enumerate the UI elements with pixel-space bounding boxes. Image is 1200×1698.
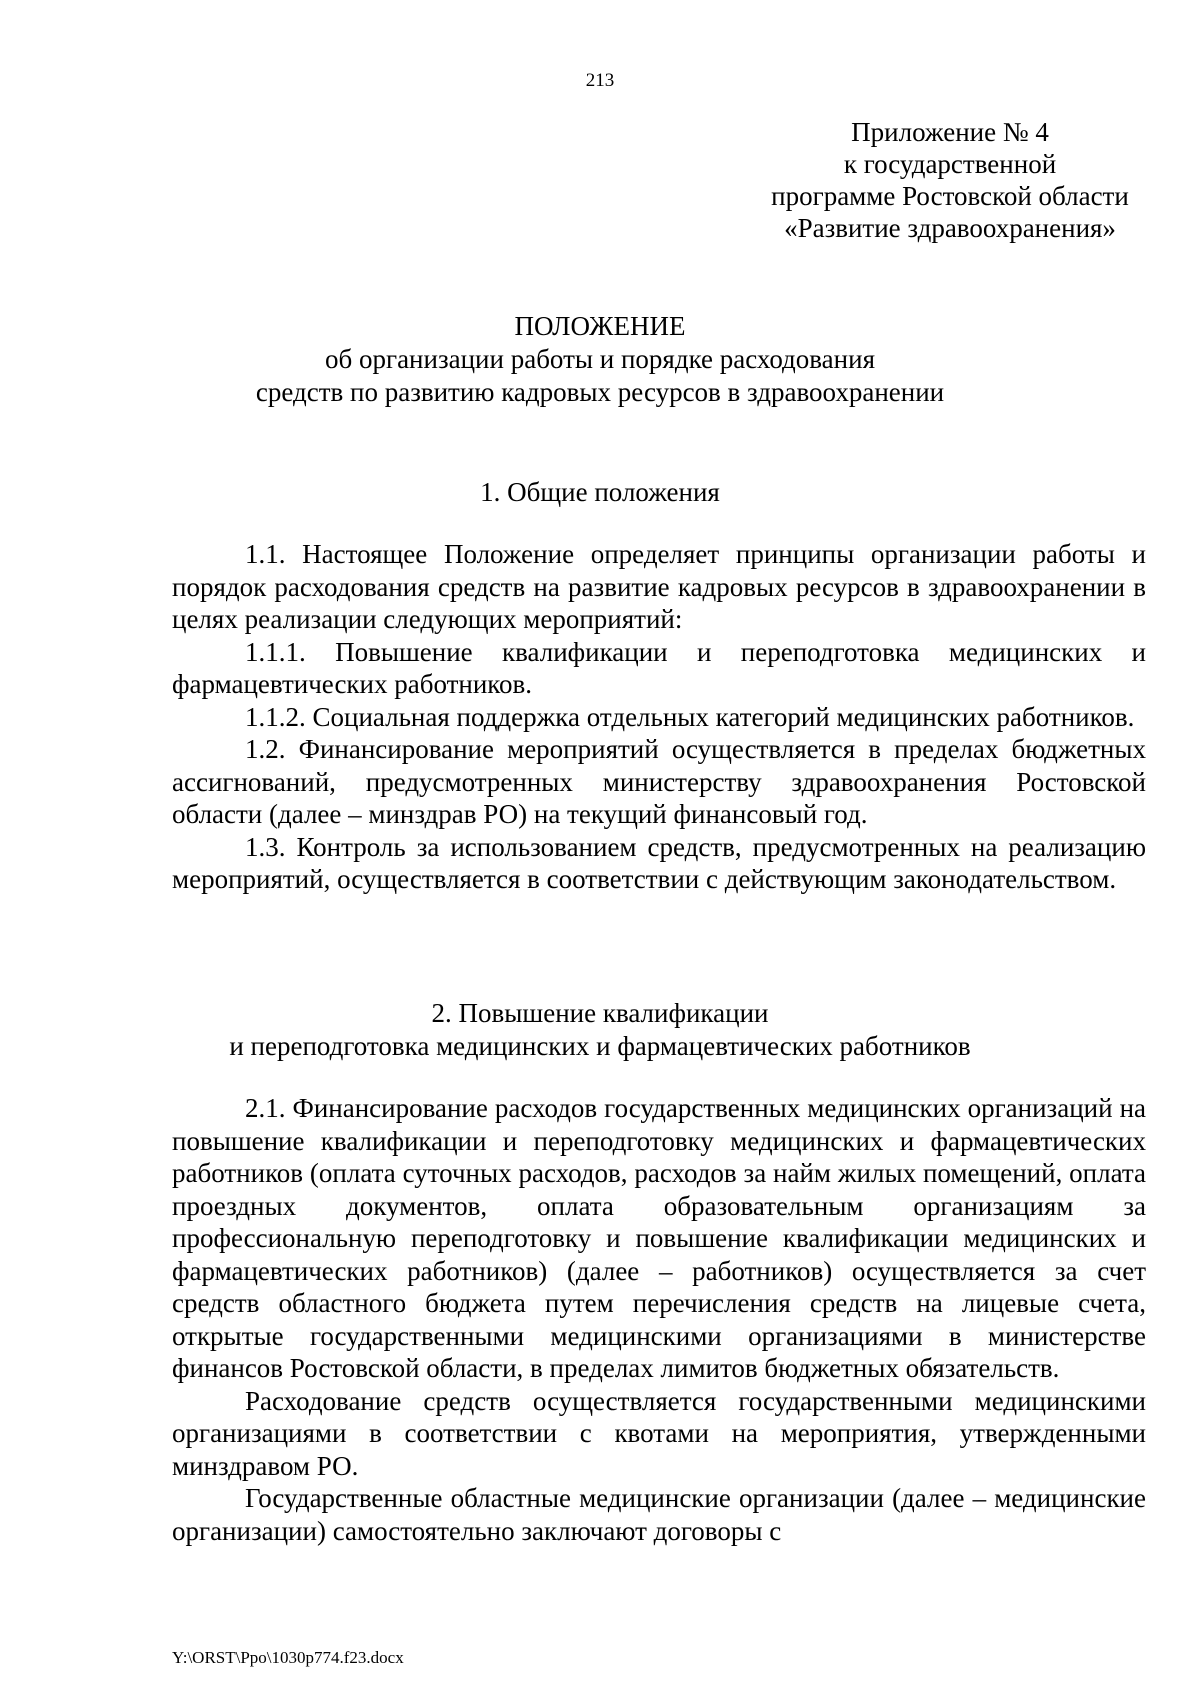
appendix-line-3: программе Ростовской области [771, 181, 1129, 211]
title-line-2: средств по развитию кадровых ресурсов в здравоохранении [255, 377, 945, 407]
appendix-line-2: к государственной [843, 149, 1057, 179]
paragraph-1-1: 1.1. Настоящее Положение определяет принципы организации работы и порядок расходования средств на развитие кадровых ресурсов в здравоохранении в целях реализации следующих мероприятий: [172, 539, 1146, 634]
section-1-body [172, 538, 1146, 896]
section-1-heading: 1. Общие положения [480, 477, 720, 507]
document-title [0, 310, 1200, 409]
title-line-1: об организации работы и порядке расходования [325, 344, 875, 374]
section-2-heading [0, 997, 1200, 1063]
section-2-body [172, 1092, 1146, 1547]
paragraph-1-2: 1.2. Финансирование мероприятий осуществляется в пределах бюджетных ассигнований, предусмотренных министерству здравоохранения Ростовской области (далее – минздрав РО) на текущий финансовый год. [172, 734, 1146, 829]
footer-file-path: Y:\ORST\Ppo\1030p774.f23.docx [172, 1648, 404, 1667]
page-number: 213 [585, 70, 615, 91]
appendix-line-4: «Развитие здравоохранения» [784, 213, 1116, 243]
appendix-header [700, 116, 1200, 244]
appendix-line-1: Приложение № 4 [851, 117, 1049, 147]
paragraph-2-1: 2.1. Финансирование расходов государственных медицинских организаций на повышение квалификации и переподготовку медицинских и фармацевтических работников (оплата суточных расходов, расходов за найм жилых помещений, оплата проездных документов, оплата образовательным организациям за профессиональную переподготовку и повышение квалификации медицинских и фармацевтических работников) (далее – работников) осуществляется за счет средств областного бюджета путем перечисления средств на лицевые счета, открытые государственными медицинскими организациями в министерстве финансов Ростовской области, в пределах лимитов бюджетных обязательств. [172, 1093, 1146, 1383]
paragraph-2-1-c: Государственные областные медицинские организации (далее – медицинские организации) самостоятельно заключают договоры с [172, 1483, 1146, 1546]
paragraph-1-1-1: 1.1.1. Повышение квалификации и переподготовка медицинских и фармацевтических работников. [172, 636, 1146, 699]
paragraph-2-1-b: Расходование средств осуществляется государственными медицинскими организациями в соответствии с квотами на мероприятия, утвержденными минздравом РО. [172, 1385, 1146, 1481]
title-heading: ПОЛОЖЕНИЕ [514, 311, 686, 341]
paragraph-1-3: 1.3. Контроль за использованием средств, предусмотренных на реализацию мероприятий, осуществляется в соответствии с действующим законодательством. [172, 831, 1146, 894]
paragraph-1-1-2: 1.1.2. Социальная поддержка отдельных категорий медицинских работников. [245, 701, 1135, 732]
section-2-heading-line-1: 2. Повышение квалификации [431, 998, 769, 1028]
section-2-heading-line-2: и переподготовка медицинских и фармацевтических работников [229, 1031, 971, 1061]
